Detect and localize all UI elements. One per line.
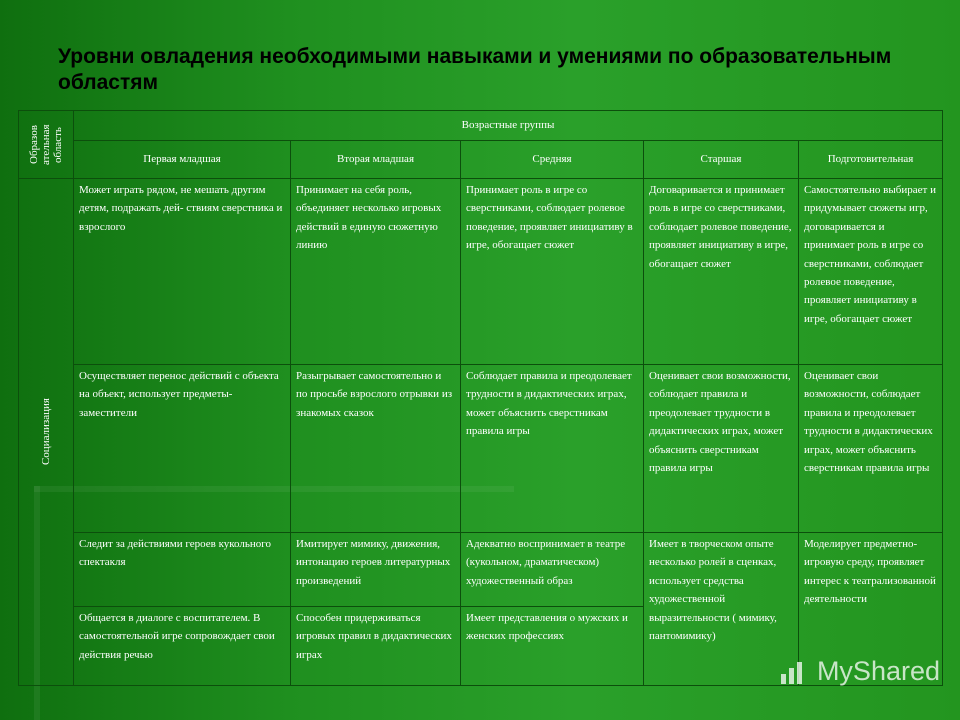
table-cell: Имитирует мимику, движения, интонацию героев литературных произведений bbox=[291, 533, 461, 607]
age-groups-header: Возрастные группы bbox=[74, 111, 943, 141]
area-name: Социализация bbox=[40, 398, 52, 466]
area-header: Образов ательная область bbox=[28, 124, 64, 165]
group-header-4: Старшая bbox=[644, 141, 799, 179]
area-name-cell bbox=[19, 179, 74, 686]
page-title: Уровни овладения необходимыми навыками и умениями по образовательным областям bbox=[58, 45, 892, 94]
table-cell: Может играть рядом, не мешать другим детям, подражать дей- ствиям сверстника и взрослого bbox=[74, 179, 291, 365]
bar-chart-icon bbox=[781, 660, 811, 684]
table-cell: Разыгрывает самостоятельно и по просьбе взрослого отрывки из знакомых сказок bbox=[291, 365, 461, 533]
table-cell: Самостоятельно выбирает и придумывает сюжеты игр, договаривается и принимает роль в игре со сверстниками, соблюдает ролевое поведение, проявляет инициативу в игре, обогащает сюжет bbox=[799, 179, 943, 365]
table-cell: Принимает на себя роль, объединяет несколько игровых действий в единую сюжетную линию bbox=[291, 179, 461, 365]
watermark bbox=[781, 656, 940, 687]
table-cell: Следит за действиями героев кукольного спектакля bbox=[74, 533, 291, 607]
table-cell: Адекватно воспринимает в театре (кукольном, драматическом) художественный образ bbox=[461, 533, 644, 607]
table-cell: Договаривается и принимает роль в игре со сверстниками, соблюдает ролевое поведение, проявляет инициативу в игре, обогащает сюжет bbox=[644, 179, 799, 365]
table-cell: Имеет в творческом опыте несколько ролей в сценках, использует средства художественной выразительности ( мимику, пантомимику) bbox=[644, 533, 799, 686]
table-cell: Моделирует предметно-игровую среду, проявляет интерес к театрализованной деятельности bbox=[799, 533, 943, 686]
table-cell: Принимает роль в игре со сверстниками, соблюдает ролевое поведение, проявляет инициативу в игре, обогащает сюжет bbox=[461, 179, 644, 365]
group-header-1: Первая младшая bbox=[74, 141, 291, 179]
table-cell: Имеет представления о мужских и женских профессиях bbox=[461, 607, 644, 686]
group-header-2: Вторая младшая bbox=[291, 141, 461, 179]
table-cell: Соблюдает правила и преодолевает трудности в дидактических играх, может объяснить сверстникам правила игры bbox=[461, 365, 644, 533]
table-cell: Оценивает свои возможности, соблюдает правила и преодолевает трудности в дидактических играх, может объяснить сверстникам правила игры bbox=[799, 365, 943, 533]
table-cell: Способен придерживаться игровых правил в дидактических играх bbox=[291, 607, 461, 686]
area-header-cell bbox=[19, 111, 74, 179]
group-header-5: Подготовительная bbox=[799, 141, 943, 179]
watermark-text: MyShared bbox=[816, 656, 940, 686]
table-cell: Оценивает свои возможности, соблюдает правила и преодолевает трудности в дидактических играх, может объяснить сверстникам правила игры bbox=[644, 365, 799, 533]
table-cell: Общается в диалоге с воспитателем. В самостоятельной игре сопровождает свои действия речью bbox=[74, 607, 291, 686]
skills-table bbox=[18, 110, 943, 686]
table-cell: Осуществляет перенос действий с объекта на объект, использует предметы- заместители bbox=[74, 365, 291, 533]
group-header-3: Средняя bbox=[461, 141, 644, 179]
